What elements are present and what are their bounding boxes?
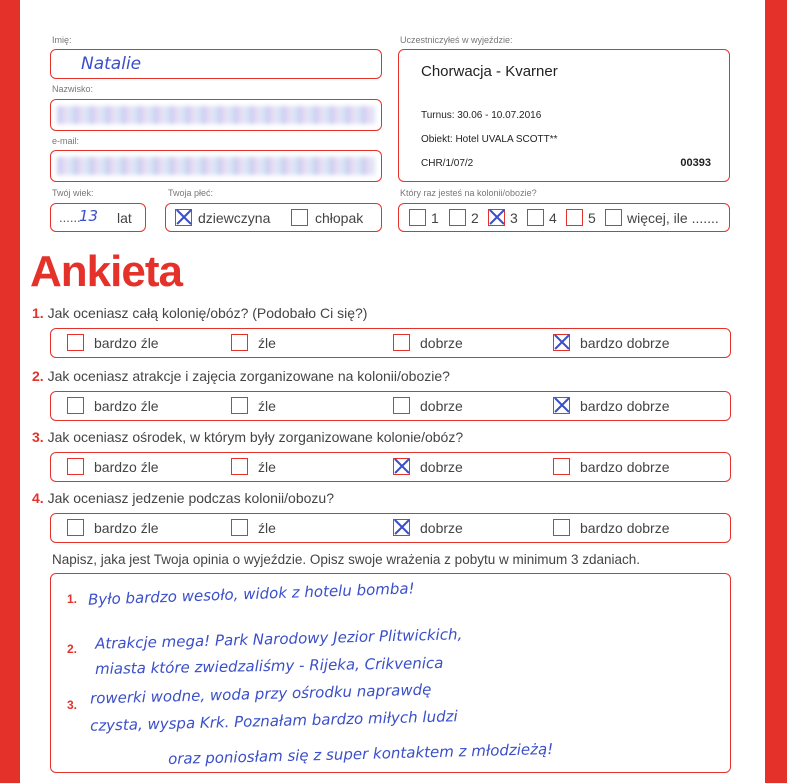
question-2-option-2-checkbox[interactable] [231,397,248,414]
question-3-option-4-checkbox[interactable] [553,458,570,475]
question-3-option-1-checkbox[interactable] [67,458,84,475]
opinion-line-5: czysta, wyspa Krk. Poznałam bardzo miłych ludzi [89,707,458,735]
question-4-text [32,490,334,506]
question-4-option-2-label: źle [258,520,276,536]
page-title: Ankieta [30,247,182,296]
trip-code: CHR/1/07/2 [421,158,474,169]
name-value: Natalie [81,54,142,74]
trip-turnus: Turnus: 30.06 - 10.07.2016 [421,110,542,121]
sex-male-checkbox[interactable] [291,209,308,226]
question-3-option-2-label: źle [258,459,276,475]
question-4-option-3-label: dobrze [420,520,463,536]
sex-field [165,203,382,232]
times-3-checkbox[interactable] [488,209,505,226]
question-4-option-2-checkbox[interactable] [231,519,248,536]
question-1-option-1-label: bardzo źle [94,335,159,351]
times-2-label: 2 [471,210,479,226]
sex-male-label: chłopak [315,210,364,226]
times-4-checkbox[interactable] [527,209,544,226]
times-4-label: 4 [549,210,557,226]
email-label: e-mail: [52,136,80,146]
trip-number: 00393 [680,157,711,169]
sex-female-checkbox[interactable] [175,209,192,226]
question-2-text [32,368,450,384]
opinion-prompt: Napisz, jaka jest Twoja opinia o wyjeździe. Opisz swoje wrażenia z pobytu w minimum 3 zdaniach. [52,552,641,567]
question-2-option-3-checkbox[interactable] [393,397,410,414]
question-3-number: 3. [32,429,44,445]
question-4-option-4-label: bardzo dobrze [580,520,670,536]
age-dots: ...... [59,210,81,225]
name-label: Imię: [52,35,72,45]
times-more-label: więcej, ile ....... [627,210,719,226]
times-2-checkbox[interactable] [449,209,466,226]
question-4-option-4-checkbox[interactable] [553,519,570,536]
opinion-number-2: 2. [67,642,78,656]
age-unit: lat [117,210,132,226]
age-value: 13 [79,207,99,225]
trip-box [398,49,730,182]
question-1-options [50,328,731,358]
question-2-option-2-label: źle [258,398,276,414]
times-1-label: 1 [431,210,439,226]
question-2-option-3-label: dobrze [420,398,463,414]
question-4-label: Jak oceniasz jedzenie podczas kolonii/obozu? [47,490,334,506]
trip-obiekt: Obiekt: Hotel UVALA SCOTT** [421,134,558,145]
trip-label: Uczestniczyłeś w wyjeździe: [400,35,513,45]
question-1-option-4-label: bardzo dobrze [580,335,670,351]
opinion-line-6: oraz poniosłam się z super kontaktem z młodzieżą! [167,739,554,769]
question-1-option-2-checkbox[interactable] [231,334,248,351]
surname-field[interactable] [50,99,382,131]
question-1-option-4-checkbox[interactable] [553,334,570,351]
question-2-number: 2. [32,368,44,384]
opinion-line-4: rowerki wodne, woda przy ośrodku naprawdę [89,680,432,708]
question-2-option-4-checkbox[interactable] [553,397,570,414]
times-5-checkbox[interactable] [566,209,583,226]
email-redacted [57,157,375,175]
surname-label: Nazwisko: [52,84,94,94]
trip-name: Chorwacja - Kvarner [421,63,558,80]
question-3-option-1-label: bardzo źle [94,459,159,475]
times-more-checkbox[interactable] [605,209,622,226]
times-label: Który raz jesteś na kolonii/obozie? [400,188,537,198]
sex-female-label: dziewczyna [198,210,271,226]
sex-label: Twoja płeć: [168,188,214,198]
question-3-options [50,452,731,482]
opinion-number-1: 1. [67,592,78,606]
opinion-line-3: miasta które zwiedzaliśmy - Rijeka, Crikvenica [94,653,444,679]
question-1-number: 1. [32,305,44,321]
question-3-option-4-label: bardzo dobrze [580,459,670,475]
question-2-options [50,391,731,421]
times-3-label: 3 [510,210,518,226]
question-4-option-1-checkbox[interactable] [67,519,84,536]
question-1-option-3-checkbox[interactable] [393,334,410,351]
question-4-options [50,513,731,543]
question-3-option-3-checkbox[interactable] [393,458,410,475]
question-1-text [32,305,367,321]
age-field[interactable] [50,203,146,232]
question-4-option-3-checkbox[interactable] [393,519,410,536]
question-3-text [32,429,463,445]
question-1-label: Jak oceniasz całą kolonię/obóz? (Podobało Ci się?) [47,305,368,321]
times-1-checkbox[interactable] [409,209,426,226]
question-4-option-1-label: bardzo źle [94,520,159,536]
question-1-option-3-label: dobrze [420,335,463,351]
opinion-line-1: Było bardzo wesoło, widok z hotelu bomba! [87,579,415,609]
surname-redacted [57,106,375,124]
question-3-label: Jak oceniasz ośrodek, w którym były zorganizowane kolonie/obóz? [47,429,464,445]
age-label: Twój wiek: [52,188,94,198]
email-field[interactable] [50,150,382,182]
question-2-label: Jak oceniasz atrakcje i zajęcia zorganizowane na kolonii/obozie? [47,368,450,384]
opinion-line-2: Atrakcje mega! Park Narodowy Jezior Plitwickich, [94,625,463,653]
question-1-option-1-checkbox[interactable] [67,334,84,351]
times-5-label: 5 [588,210,596,226]
question-2-option-1-checkbox[interactable] [67,397,84,414]
times-field [398,203,730,232]
question-3-option-2-checkbox[interactable] [231,458,248,475]
question-2-option-4-label: bardzo dobrze [580,398,670,414]
opinion-number-3: 3. [67,698,78,712]
question-2-option-1-label: bardzo źle [94,398,159,414]
question-3-option-3-label: dobrze [420,459,463,475]
question-1-option-2-label: źle [258,335,276,351]
name-field[interactable] [50,49,382,79]
question-4-number: 4. [32,490,44,506]
